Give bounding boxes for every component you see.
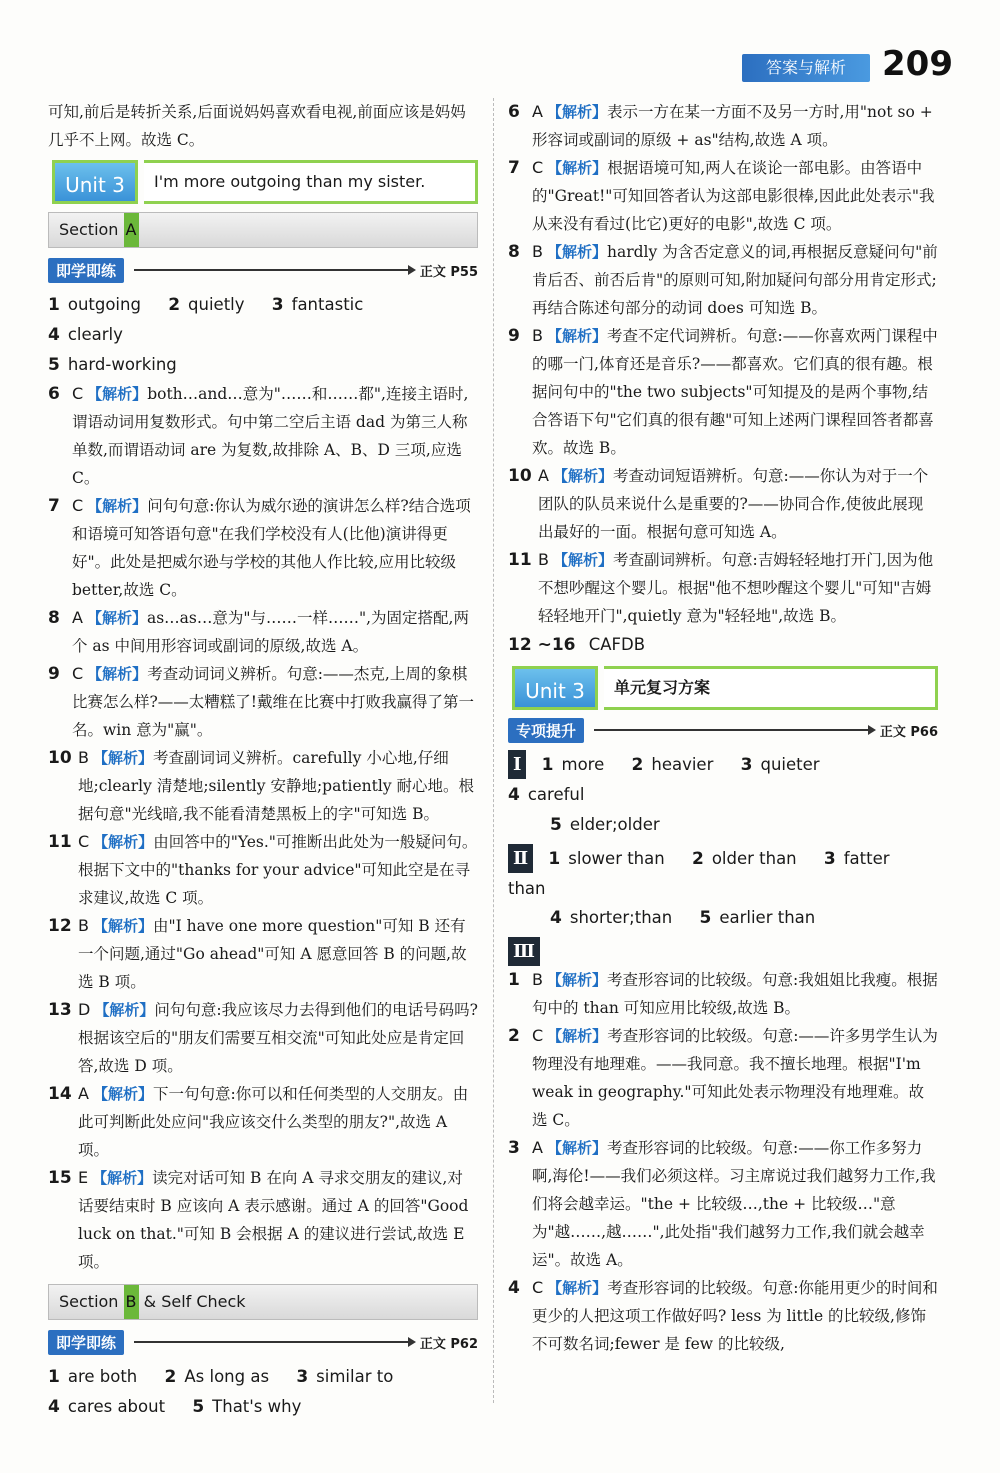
item-number: 7 (508, 158, 520, 178)
blank-number: 1 (48, 1367, 60, 1387)
unit-label: Unit 3 (52, 160, 138, 204)
item-number: 7 (48, 496, 60, 516)
roman-mark: Ⅲ (508, 937, 540, 966)
practice-bar-1 (48, 256, 478, 284)
analysis-tag: 【解析】 (93, 833, 154, 851)
roman-2-answers-b (508, 903, 938, 933)
analysis-tag: 【解析】 (87, 497, 148, 515)
blank-number: 2 (164, 1367, 177, 1387)
blank-number: 4 (550, 908, 562, 928)
bar-label: 即学即练 (48, 258, 124, 283)
answer-item (48, 1080, 478, 1164)
item-answer: B (532, 970, 543, 989)
answer-item (48, 380, 478, 492)
answer-4: careful (527, 785, 585, 804)
item-answer: D (78, 1000, 91, 1019)
item-text: both…and…意为"……和……都",连接主语时,谓语动词用复数形式。句中第二空后主语 dad 为第三人称单数,而谓语动词 are 为复数,故排除 A、B、D 三项,应选 C。 (72, 385, 469, 487)
blank-number: 2 (168, 295, 181, 315)
item-answer: B (538, 550, 549, 569)
roman-1-answers (508, 750, 938, 810)
blank-number: 3 (740, 755, 753, 775)
item-number: 15 (48, 1168, 72, 1188)
range-answers: CAFDB (588, 635, 646, 654)
answer-5: hard-working (67, 355, 177, 374)
answer-2: heavier (651, 755, 714, 774)
item-answer: B (532, 326, 543, 345)
left-column (48, 98, 478, 1422)
answer-5: That's why (212, 1397, 302, 1416)
fill-answers-1b (48, 350, 478, 380)
unit-title: I'm more outgoing than my sister. (144, 160, 478, 204)
item-number: 9 (508, 326, 520, 346)
item-answer: C (72, 496, 84, 515)
item-number: 3 (508, 1138, 520, 1158)
analysis-tag: 【解析】 (546, 971, 607, 989)
item-number: 2 (508, 1026, 520, 1046)
bar-label: 即学即练 (48, 1330, 124, 1355)
item-text: 考查形容词的比较级。句意:——许多男学生认为物理没有地理难。——我同意。我不擅长地理。根据"I'm weak in geography."可知此处表示物理没有地理难。故选 C。 (532, 1027, 938, 1129)
answer-2: As long as (184, 1367, 270, 1386)
item-number: 8 (508, 242, 520, 262)
item-number: 10 (508, 466, 532, 486)
item-answer: C (72, 664, 84, 683)
answer-2: older than (711, 849, 797, 868)
answer-3: fantastic (291, 295, 364, 314)
analysis-tag: 【解析】 (546, 1139, 607, 1157)
blank-number: 4 (508, 785, 520, 805)
analysis-tag: 【解析】 (92, 917, 153, 935)
item-number: 11 (508, 550, 532, 570)
section-a-header (48, 212, 478, 248)
practice-bar-2 (48, 1328, 478, 1356)
answer-1: more (561, 755, 605, 774)
analysis-tag: 【解析】 (92, 1169, 153, 1187)
answer-item (48, 492, 478, 604)
answer-4: cares about (67, 1397, 166, 1416)
analysis-tag: 【解析】 (547, 1027, 608, 1045)
item-answer: C (532, 1026, 544, 1045)
answer-1: are both (67, 1367, 138, 1386)
range-number: 12 ~16 (508, 635, 576, 655)
answer-item (508, 322, 938, 462)
answer-item (48, 744, 478, 828)
item-number: 13 (48, 1000, 72, 1020)
roman-2-answers (508, 844, 938, 903)
arrow-icon (594, 729, 870, 731)
item-text: 由"I have one more question"可知 B 还有一个问题,通过"Go ahead"可知 A 愿意回答 B 的问题,故选 B 项。 (78, 917, 467, 991)
blank-number: 2 (691, 849, 704, 869)
item-text: hardly 为含否定意义的词,再根据反意疑问句"前肯后否、前否后肯"的原则可知,附加疑问句部分用肯定形式;再结合陈述句部分的动词 does 可知选 B。 (532, 243, 938, 317)
item-text: 考查形容词的比较级。句意:我姐姐比我瘦。根据句中的 than 可知应用比较级,故选 B。 (532, 971, 938, 1017)
answer-item (48, 996, 478, 1080)
fill-answers-2b (48, 1392, 478, 1422)
item-answer: C (78, 832, 90, 851)
item-answer: B (78, 748, 89, 767)
blank-number: 1 (548, 849, 561, 869)
analysis-tag: 【解析】 (552, 551, 613, 569)
blank-number: 5 (699, 908, 712, 928)
right-items-2 (508, 966, 938, 1358)
answer-2: quietly (188, 295, 245, 314)
answer-5: earlier than (719, 908, 816, 927)
analysis-tag: 【解析】 (86, 609, 147, 627)
answer-item (48, 828, 478, 912)
item-text: 表示一方在某一方面不及另一方时,用"not so + 形容词或副词的原级 + as"结构,故选 A 项。 (532, 103, 933, 149)
bar-ref: 正文 P62 (419, 1336, 478, 1352)
answer-3: similar to (316, 1367, 394, 1386)
arrow-icon (134, 1341, 410, 1343)
blank-number: 5 (550, 815, 562, 835)
section-suffix: & Self Check (143, 1292, 246, 1311)
right-column (508, 98, 938, 1358)
analysis-tag: 【解析】 (546, 243, 607, 261)
analysis-tag: 【解析】 (87, 385, 148, 403)
analysis-tag: 【解析】 (547, 159, 608, 177)
answer-item (48, 1164, 478, 1276)
answer-item (508, 462, 938, 546)
item-number: 14 (48, 1084, 72, 1104)
analysis-tag: 【解析】 (94, 1001, 155, 1019)
intro-text: 可知,前后是转折关系,后面说妈妈喜欢看电视,前面应该是妈妈几乎不上网。故选 C。 (48, 103, 466, 149)
item-text: 由回答中的"Yes."可推断出此处为一般疑问句。根据下文中的"thanks for your advice"可知此空是在寻求建议,故选 C 项。 (78, 833, 478, 907)
unit-label: Unit 3 (512, 666, 598, 710)
item-text: 考查副词词义辨析。carefully 小心地,仔细地;clearly 清楚地;silently 安静地;patiently 耐心地。根据句意"光线暗,我不能看清楚黑板上的字"可知选 B。 (78, 749, 475, 823)
range-answer (508, 630, 938, 660)
answer-3: fatter than (508, 849, 890, 898)
item-number: 12 (48, 916, 72, 936)
item-text: as…as…意为"与……一样……",为固定搭配,两个 as 中间用形容词或副词的原级,故选 A。 (72, 609, 469, 655)
item-number: 1 (508, 970, 520, 990)
answer-item (48, 604, 478, 660)
fill-answers-2 (48, 1362, 478, 1392)
analysis-tag: 【解析】 (546, 103, 607, 121)
answer-item (508, 546, 938, 630)
item-text: 问句句意:你认为威尔逊的演讲怎么样?结合选项和语境可知答语句意"在我们学校没有人(比他)演讲得更好"。此处是把威尔逊与学校的其他人作比较,应用比较级 better,故选 C。 (72, 497, 471, 599)
blank-number: 2 (631, 755, 644, 775)
item-number: 9 (48, 664, 60, 684)
unit-review-header (512, 666, 938, 710)
item-number: 10 (48, 748, 72, 768)
item-text: 考查形容词的比较级。句意:——你工作多努力啊,海伦!——我们必须这样。习主席说过我们越努力工作,我们将会越幸运。"the + 比较级…,the + 比较级…"意为"越……,越……",此处指"我们越努力工作,我们就会越幸运"。故选 A。 (532, 1139, 936, 1269)
left-items (48, 380, 478, 1276)
blank-number: 5 (192, 1397, 205, 1417)
item-number: 8 (48, 608, 60, 628)
blank-number: 4 (48, 325, 60, 345)
section-prefix: Section (59, 220, 119, 239)
bar-label: 专项提升 (508, 718, 584, 743)
practice-bar-3 (508, 716, 938, 744)
unit-header (52, 160, 478, 204)
analysis-tag: 【解析】 (92, 749, 153, 767)
item-answer: A (72, 608, 83, 627)
analysis-tag: 【解析】 (552, 467, 613, 485)
answer-3: quieter (760, 755, 820, 774)
item-answer: A (532, 1138, 543, 1157)
roman-1-answers-b (508, 810, 938, 840)
answer-item (48, 912, 478, 996)
item-text: 下一句句意:你可以和任何类型的人交朋友。由此可判断此处应问"我应该交什么类型的朋友?",故选 A 项。 (78, 1085, 469, 1159)
answer-item (508, 154, 938, 238)
arrow-icon (134, 269, 410, 271)
item-answer: C (72, 384, 84, 403)
answer-5: elder;older (569, 815, 660, 834)
blank-number: 5 (48, 355, 60, 375)
section-letter: A (124, 213, 139, 247)
analysis-tag: 【解析】 (547, 1279, 608, 1297)
item-text: 考查副词辨析。句意:吉姆轻轻地打开门,因为他不想吵醒这个婴儿。根据"他不想吵醒这个婴儿"可知"吉姆轻轻地开门",quietly 意为"轻轻地",故选 B。 (538, 551, 934, 625)
unit-title: 单元复习方案 (604, 666, 938, 710)
analysis-tag: 【解析】 (546, 327, 607, 345)
item-answer: B (532, 242, 543, 261)
roman-mark: Ⅰ (508, 750, 526, 779)
answer-item (508, 1274, 938, 1358)
answer-1: outgoing (67, 295, 141, 314)
answer-item (508, 1022, 938, 1134)
item-answer: B (78, 916, 89, 935)
analysis-tag: 【解析】 (92, 1085, 153, 1103)
roman-3-header (508, 937, 938, 966)
column-divider (493, 98, 494, 1403)
answer-item (508, 966, 938, 1022)
answer-item (508, 1134, 938, 1274)
item-number: 11 (48, 832, 72, 852)
blank-number: 3 (271, 295, 284, 315)
answer-1: slower than (568, 849, 665, 868)
item-text: 问句句意:我应该尽力去得到他们的电话号码吗?根据该空后的"朋友们需要互相交流"可知此处应是肯定回答,故选 D 项。 (78, 1001, 478, 1075)
item-text: 考查动词词义辨析。句意:——杰克,上周的象棋比赛怎么样?——太糟糕了!戴维在比赛中打败我赢得了第一名。win 意为"赢"。 (72, 665, 475, 739)
answer-item (48, 660, 478, 744)
blank-number: 1 (541, 755, 554, 775)
section-letter: B (124, 1285, 139, 1319)
header-tag: 答案与解析 (742, 54, 870, 82)
item-answer: E (78, 1168, 89, 1187)
fill-answers-1 (48, 290, 478, 350)
item-text: 考查形容词的比较级。句意:你能用更少的时间和更少的人把这项工作做好吗? less 为 little 的比较级,修饰不可数名词;fewer 是 few 的比较级, (532, 1279, 938, 1353)
blank-number: 3 (296, 1367, 309, 1387)
bar-ref: 正文 P66 (879, 724, 938, 740)
bar-ref: 正文 P55 (419, 264, 478, 280)
item-text: 根据语境可知,两人在谈论一部电影。由答语中的"Great!"可知回答者认为这部电影很棒,因此此处表示"我从来没有看过(比它)更好的电影",故选 C 项。 (532, 159, 935, 233)
item-answer: C (532, 1278, 544, 1297)
item-text: 考查动词短语辨析。句意:——你认为对于一个团队的队员来说什么是重要的?——协同合作,使彼此展现出最好的一面。根据句意可知选 A。 (538, 467, 929, 541)
answer-4: clearly (67, 325, 123, 344)
blank-number: 3 (823, 849, 836, 869)
item-text: 读完对话可知 B 在向 A 寻求交朋友的建议,对话要结束时 B 应该向 A 表示感谢。通过 A 的回答"Good luck on that."可知 B 会根据 A 的建议进行尝试,故选 E 项。 (78, 1169, 469, 1271)
item-text: 考查不定代词辨析。句意:——你喜欢两门课程中的哪一门,体育还是音乐?——都喜欢。它们真的很有趣。根据问句中的"the two subjects"可知提及的是两个事物,结合答语下句"它们真的很有趣"可知上述两门课程回答者都喜欢。故选 B。 (532, 327, 938, 457)
right-items (508, 98, 938, 660)
item-answer: A (538, 466, 549, 485)
blank-number: 1 (48, 295, 60, 315)
roman-mark: Ⅱ (508, 844, 533, 873)
item-number: 6 (48, 384, 60, 404)
item-number: 6 (508, 102, 520, 122)
item-answer: C (532, 158, 544, 177)
answer-item (508, 238, 938, 322)
page-number: 209 (882, 44, 953, 84)
section-b-header (48, 1284, 478, 1320)
section-prefix: Section (59, 1292, 119, 1311)
item-number: 4 (508, 1278, 520, 1298)
answer-4: shorter;than (569, 908, 673, 927)
analysis-tag: 【解析】 (87, 665, 148, 683)
answer-item (508, 98, 938, 154)
item-answer: A (78, 1084, 89, 1103)
item-answer: A (532, 102, 543, 121)
blank-number: 4 (48, 1397, 60, 1417)
